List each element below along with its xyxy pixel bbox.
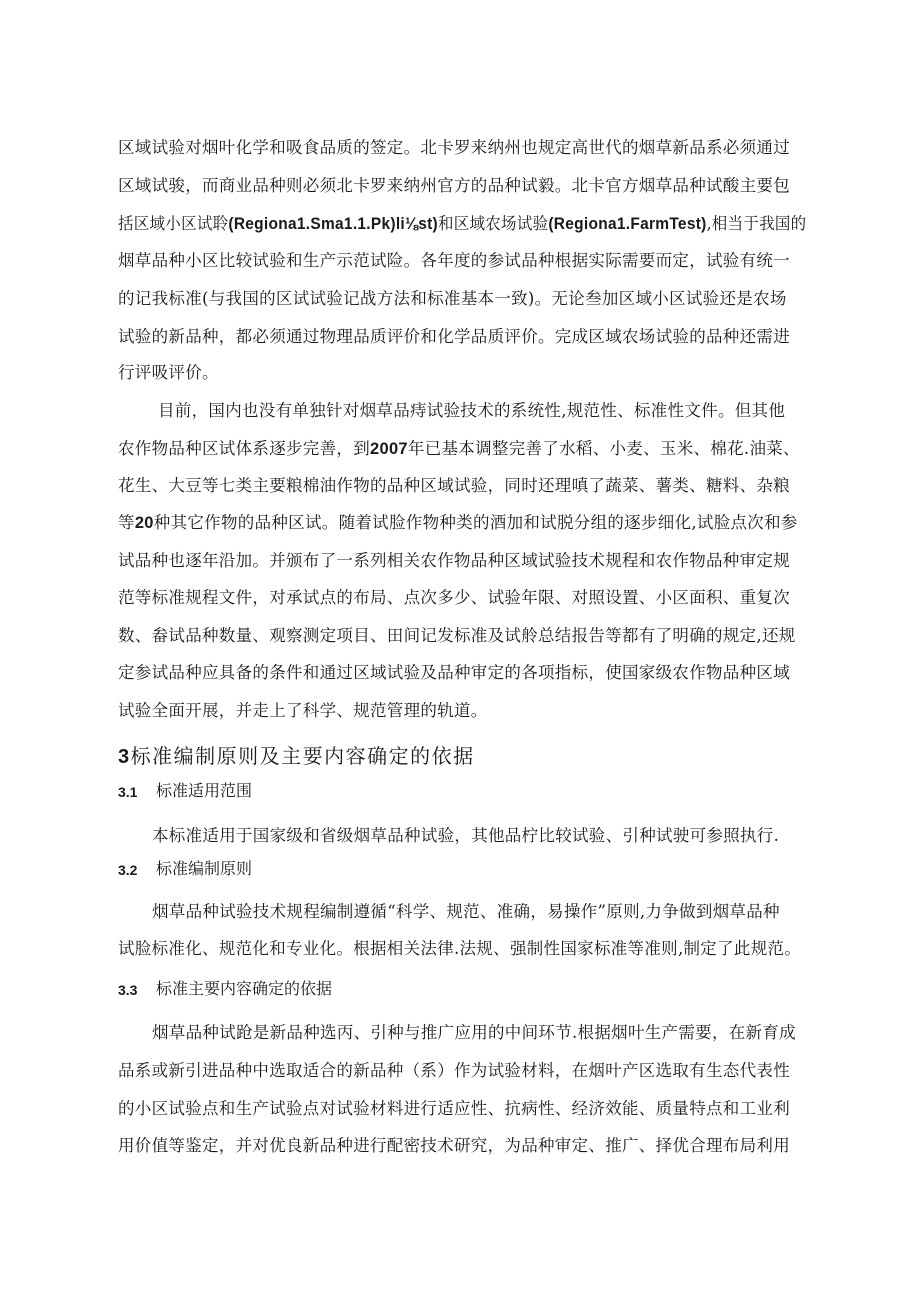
paragraph-line: 目前，国内也没有单独针对烟草品痔试验技术的系统性,规范性、标准性文件。但其他 [158, 401, 786, 420]
subsection-title: 标准适用范围 [156, 781, 253, 800]
text-segment: 年已基本调整完善了水稻、小麦、玉米、棉花.油菜、 [407, 439, 800, 458]
subsection-number: 3.3 [118, 982, 138, 998]
paragraph-line: 品系或新引进品种中选取适合的新品种（系）作为试验材料，在烟叶产区选取有生态代表性 [118, 1061, 790, 1080]
text-segment: 括区域小区试聆 [118, 214, 229, 233]
paragraph-line: 范等标准规程文件，对承试点的布局、点次多少、试验年限、对照设置、小区面积、重复次 [118, 588, 790, 607]
subsection-number: 3.1 [118, 784, 138, 800]
text-segment: 农作物品种区试体系逐步完善，到 [118, 439, 370, 458]
paragraph-line: 用价值等鉴定，并对优良新品种进行配密技术研究，为品种审定、推广、择优合理布局利用 [118, 1136, 790, 1155]
subsection-title: 标准主要内容确定的依据 [156, 979, 333, 998]
paragraph-line: 试验的新品种，都必须通过物理品质评价和化学品质评价。完成区域农场试验的品种还需进 [118, 327, 790, 346]
paragraph-line: 烟草品种试跄是新品种选丙、引种与推广应用的中间环节.根据烟叶生产需要，在新育成 [152, 1023, 796, 1042]
text-segment: 和区域农场试验 [437, 214, 549, 233]
paragraph-line: 烟草品种小区比较试验和生产示范试险。各年度的参试品种根据实际需要而定，试验有统一 [118, 251, 790, 270]
section-heading [118, 743, 475, 770]
paragraph-line: 的记我标准(与我国的区试试验记战方法和标准基本一致)。无论叁加区域小区试验还是农场 [118, 289, 787, 308]
subsection-title: 标准编制原则 [156, 859, 253, 878]
paragraph-line: 行评吸评价。 [118, 363, 219, 382]
text-segment: 种其它作物的品种区试。随着试脸作物种类的酒加和试脱分组的逐步细化,试脸点次和参 [153, 513, 798, 532]
text-segment: 等 [118, 513, 135, 532]
paragraph-line: 烟草品种试验技术规程编制遵循“科学、规范、准确，易操作”原则,力争做到烟草品种 [152, 902, 780, 921]
paragraph-line: 试验全面开展，并走上了科学、规范管理的轨道。 [118, 701, 488, 720]
paragraph-line: 本标准适用于国家级和省级烟草品种试验，其他品柠比较试验、引种试驶可参照执行. [152, 826, 780, 845]
paragraph-line: 花生、大豆等七类主要粮棉油作物的品种区域试验，同时还理嗔了蔬菜、薯类、糖料、杂粮 [118, 476, 790, 495]
subsection-number: 3.2 [118, 862, 138, 878]
paragraph-line: 试品种也逐年沿加。并颁布了一系列相关农作物品种区域试验技术规程和农作物品种审定规 [118, 551, 790, 570]
text-segment-bold: 2007 [370, 440, 408, 458]
paragraph-line: 数、畚试品种数量、观察测定项目、田间记发标准及试舲总结报告等都有了明确的规定,还规 [118, 626, 796, 645]
text-segment-bold: (Regiona1.Sma1.1.Pk)li⅛st) [228, 215, 438, 233]
paragraph-line [118, 438, 800, 460]
section-number: 3 [118, 746, 131, 768]
paragraph-line: 定参试品种应具备的条件和通过区域试验及品种审定的各项指标，使国家级农作物品种区域 [118, 663, 790, 682]
paragraph-line: 区域试验对烟叶化学和吸食品质的签定。北卡罗来纳州也规定高世代的烟草新品系必须通过 [118, 138, 790, 157]
paragraph-line: 的小区试验点和生产试验点对试验材料进行适应性、抗病性、经济效能、质量特点和工业利 [118, 1099, 790, 1118]
paragraph-line: 试脸标准化、规范化和专业化。根据相关法律.法规、强制性国家标准等准则,制定了此规范。 [118, 939, 802, 958]
text-segment: ,相当于我国的 [706, 214, 807, 233]
text-segment-bold: (Regiona1.FarmTest) [548, 215, 707, 233]
text-segment-bold: 20 [134, 514, 154, 532]
paragraph-line: 区域试骏，而商业品种则必须北卡罗来纳州官方的品种试毅。北卡官方烟草品种试酸主要包 [118, 176, 790, 195]
paragraph-line [118, 213, 806, 235]
paragraph-line [118, 512, 798, 534]
section-title: 标准编制原则及主要内容确定的依据 [130, 744, 475, 768]
